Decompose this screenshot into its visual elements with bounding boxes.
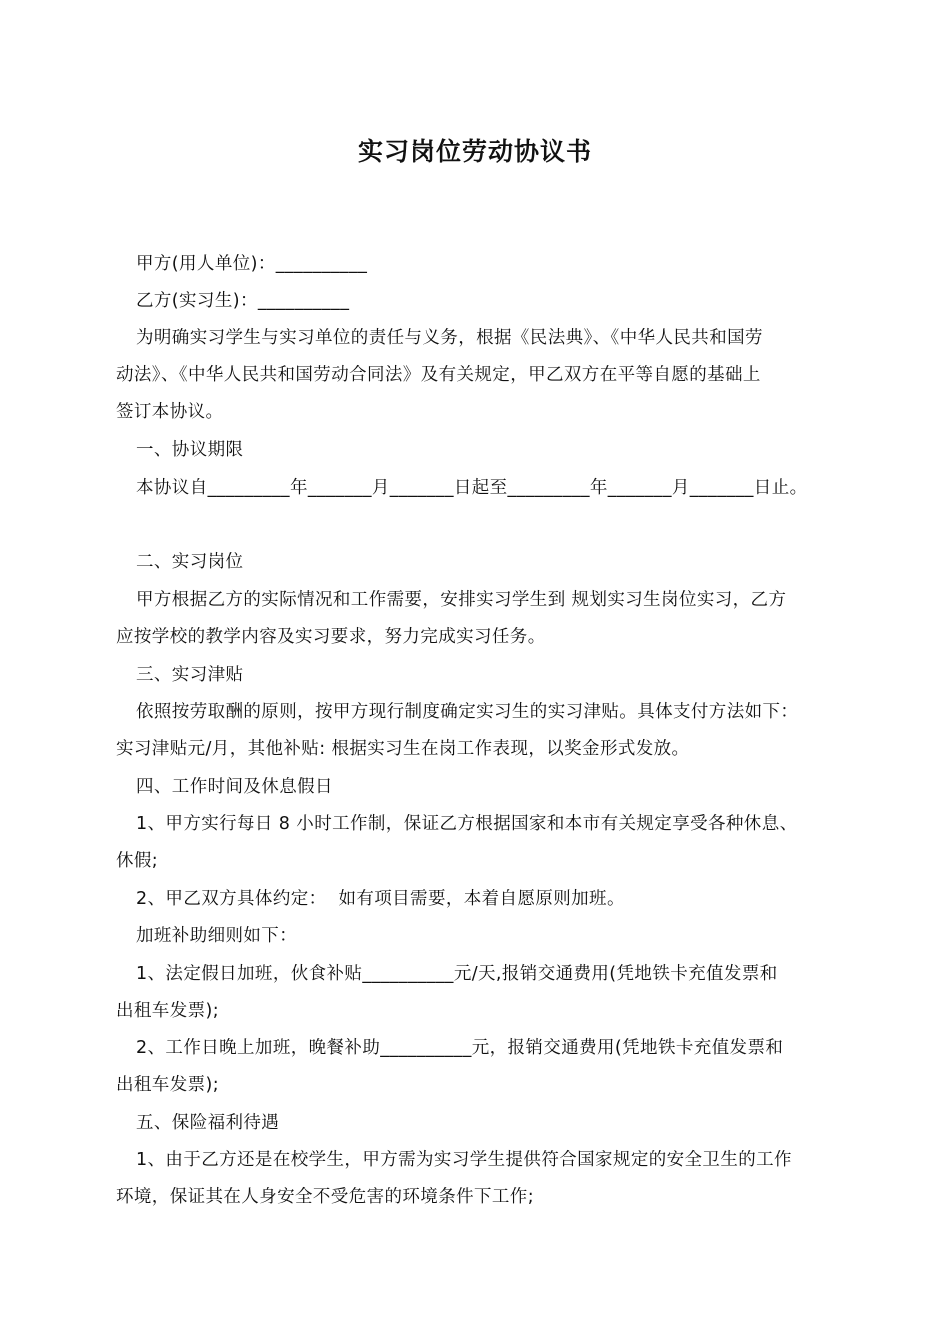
section-heading-hours: 四、工作时间及休息假日	[136, 777, 333, 797]
term-period-line: 本协议自_________年_______月_______日起至_________年_______月_______日止。	[136, 478, 808, 498]
section-heading-position: 二、实习岗位	[136, 552, 244, 572]
position-line-1: 甲方根据乙方的实际情况和工作需要，安排实习学生到 规划实习生岗位实习，乙方	[136, 590, 787, 610]
section-heading-allowance: 三、实习津贴	[136, 665, 244, 685]
section-heading-insurance: 五、保险福利待遇	[136, 1113, 280, 1133]
position-line-2: 应按学校的教学内容及实习要求，努力完成实习任务。	[116, 627, 546, 647]
hours-line-2: 休假;	[116, 851, 159, 871]
insurance-line-1: 1、由于乙方还是在校学生，甲方需为实习学生提供符合国家规定的安全卫生的工作	[136, 1150, 792, 1170]
allowance-line-2: 实习津贴元/月，其他补贴: 根据实习生在岗工作表现，以奖金形式发放。	[116, 739, 690, 759]
overtime-heading-line: 加班补助细则如下：	[136, 926, 298, 946]
hours-line-1: 1、甲方实行每日 8 小时工作制，保证乙方根据国家和本市有关规定享受各种休息、	[136, 814, 798, 834]
party-a-line: 甲方(用人单位)：__________	[136, 254, 368, 274]
section-heading-term: 一、协议期限	[136, 440, 244, 460]
preamble-line-2: 动法》、《中华人民共和国劳动合同法》及有关规定，甲乙双方在平等自愿的基础上	[116, 365, 761, 385]
insurance-line-2: 环境，保证其在人身安全不受危害的环境条件下工作;	[116, 1187, 534, 1207]
overtime-line-3: 2、工作日晚上加班，晚餐补助__________元，报销交通费用(凭地铁卡充值发票和	[136, 1038, 784, 1058]
preamble-line-1: 为明确实习学生与实习单位的责任与义务，根据《民法典》、《中华人民共和国劳	[136, 328, 763, 348]
overtime-line-1: 1、法定假日加班，伙食补贴__________元/天,报销交通费用(凭地铁卡充值发票和	[136, 964, 778, 984]
party-b-line: 乙方(实习生)：__________	[136, 291, 350, 311]
preamble-line-3: 签订本协议。	[116, 402, 224, 422]
document-title: 实习岗位劳动协议书	[357, 137, 592, 166]
overtime-line-2: 出租车发票);	[116, 1001, 220, 1021]
allowance-line-1: 依照按劳取酬的原则，按甲方现行制度确定实习生的实习津贴。具体支付方法如下：	[136, 702, 799, 722]
overtime-line-4: 出租车发票);	[116, 1075, 220, 1095]
hours-line-3: 2、甲乙双方具体约定： 如有项目需要，本着自愿原则加班。	[136, 889, 625, 909]
